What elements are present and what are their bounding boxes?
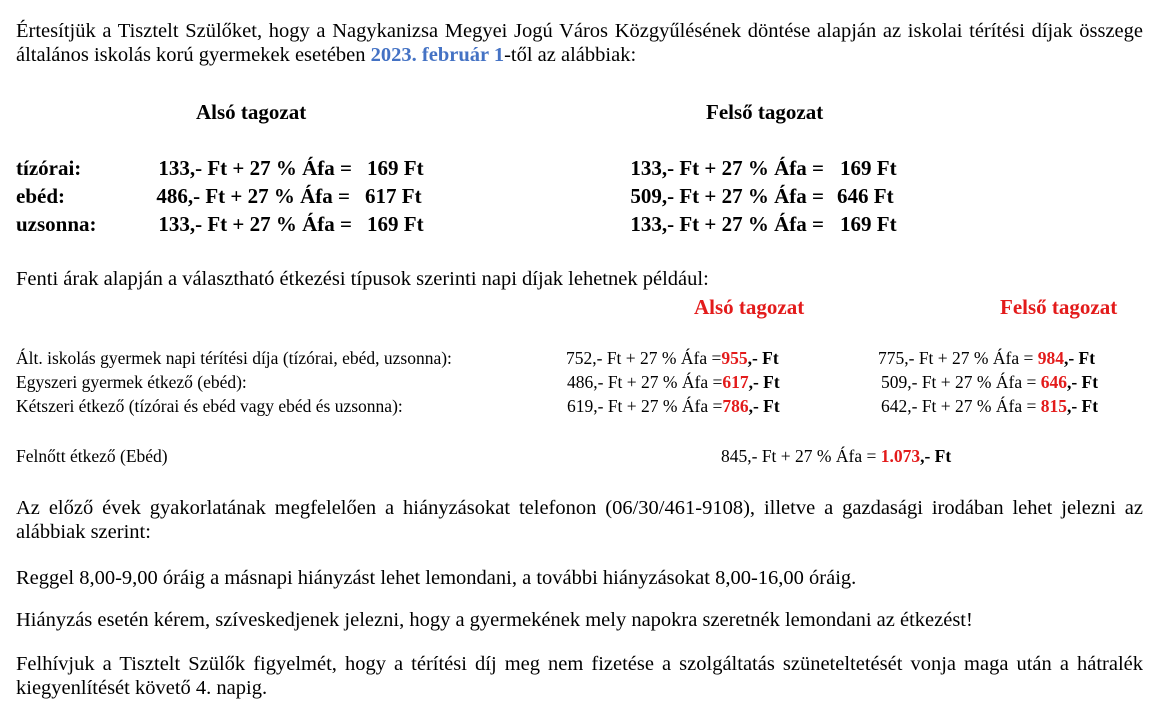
- daily-upper-value: 815: [1040, 396, 1067, 416]
- adult-suffix: ,- Ft: [920, 446, 952, 466]
- intro-suffix: -től az alábbiak:: [504, 44, 637, 66]
- fee-upper-calc: 509,- Ft + 27 % Áfa =: [630, 184, 824, 208]
- notice-paragraph: Felhívjuk a Tisztelt Szülők figyelmét, hogy a térítési díj meg nem fizetése a szolgáltatás szüneteltetését vonja maga után a hátralék kiegyenlítését követő 4. napig.: [16, 653, 1143, 699]
- daily-lower-suffix: ,- Ft: [748, 372, 780, 392]
- fee-label-tizorai: tízórai:: [16, 156, 82, 180]
- intro-text: Értesítjük a Tisztelt Szülőket, hogy a Nagykanizsa Megyei Jogú Város Közgyűlésének döntése alapján az iskolai térítési díjak összege általános iskolás korú gyermekek esetében: [16, 20, 1143, 66]
- fee-lower-total: 169 Ft: [367, 212, 424, 236]
- daily-lower-value: 617: [722, 372, 749, 392]
- daily-lower-calc: 486,- Ft + 27 % Áfa =: [567, 372, 723, 392]
- daily-lower-calc: 752,- Ft + 27 % Áfa =: [566, 348, 722, 368]
- adult-label: Felnőtt étkező (Ebéd): [16, 446, 168, 466]
- daily-upper-calc: 775,- Ft + 27 % Áfa =: [878, 348, 1038, 368]
- absence-paragraph: Az előző évek gyakorlatának megfelelően a hiányzásokat telefonon (06/30/461-9108), illetve a gazdasági irodában lehet jelezni az alábbiak szerint:: [16, 497, 1143, 543]
- adult-cell: [721, 446, 951, 467]
- fee-lower-total: 617 Ft: [365, 184, 422, 208]
- fee-lower-calc: 133,- Ft + 27 % Áfa =: [158, 212, 352, 236]
- daily-lower-cell: [566, 348, 779, 369]
- daily-lower-calc: 619,- Ft + 27 % Áfa =: [567, 396, 723, 416]
- daily-upper-suffix: ,- Ft: [1063, 348, 1096, 368]
- fee-upper-calc: 133,- Ft + 27 % Áfa =: [630, 212, 824, 236]
- daily-lower-suffix: ,- Ft: [748, 396, 780, 416]
- daily-header-lower: Alsó tagozat: [694, 295, 805, 319]
- fee-upper-total: 646 Ft: [837, 184, 894, 208]
- adult-calc: 845,- Ft + 27 % Áfa =: [721, 446, 881, 466]
- fee-upper-total: 169 Ft: [840, 156, 897, 180]
- daily-upper-calc: 509,- Ft + 27 % Áfa =: [881, 372, 1041, 392]
- fee-upper-calc: 133,- Ft + 27 % Áfa =: [630, 156, 824, 180]
- daily-upper-calc: 642,- Ft + 27 % Áfa =: [881, 396, 1041, 416]
- daily-row-label: Kétszeri étkező (tízórai és ebéd vagy ebéd és uzsonna):: [16, 396, 403, 416]
- daily-upper-cell: [878, 348, 1095, 369]
- adult-value: 1.073: [880, 446, 921, 466]
- daily-upper-value: 646: [1040, 372, 1067, 392]
- daily-lower-value: 786: [722, 396, 749, 416]
- intro-paragraph: [16, 19, 1143, 67]
- fee-lower-calc: 486,- Ft + 27 % Áfa =: [156, 184, 350, 208]
- morning-paragraph: Reggel 8,00-9,00 óráig a másnapi hiányzást lehet lemondani, a további hiányzásokat 8,00-16,00 óráig.: [16, 567, 857, 589]
- fees-header-upper: Felső tagozat: [706, 100, 824, 124]
- daily-row-label: Egyszeri gyermek étkező (ebéd):: [16, 372, 247, 392]
- daily-upper-value: 984: [1037, 348, 1064, 368]
- fees-header-lower: Alsó tagozat: [196, 100, 307, 124]
- daily-intro: Fenti árak alapján a választható étkezési típusok szerinti napi díjak lehetnek például:: [16, 268, 709, 290]
- request-paragraph: Hiányzás esetén kérem, szíveskedjenek jelezni, hogy a gyermekének mely napokra szeretnék lemondani az étkezést!: [16, 609, 973, 631]
- daily-header-upper: Felső tagozat: [1000, 295, 1118, 319]
- daily-upper-suffix: ,- Ft: [1066, 396, 1099, 416]
- daily-lower-cell: [567, 396, 780, 417]
- fee-lower-total: 169 Ft: [367, 156, 424, 180]
- fee-lower-calc: 133,- Ft + 27 % Áfa =: [158, 156, 352, 180]
- daily-upper-cell: [881, 372, 1098, 393]
- fee-upper-total: 169 Ft: [840, 212, 897, 236]
- daily-row-label: Ált. iskolás gyermek napi térítési díja (tízórai, ebéd, uzsonna):: [16, 348, 452, 368]
- daily-upper-cell: [881, 396, 1098, 417]
- daily-lower-cell: [567, 372, 780, 393]
- effective-date: 2023. február 1: [370, 44, 505, 66]
- daily-lower-value: 955: [721, 348, 748, 368]
- daily-lower-suffix: ,- Ft: [747, 348, 779, 368]
- fee-label-ebed: ebéd:: [16, 184, 65, 208]
- daily-upper-suffix: ,- Ft: [1066, 372, 1099, 392]
- fee-label-uzsonna: uzsonna:: [16, 212, 97, 236]
